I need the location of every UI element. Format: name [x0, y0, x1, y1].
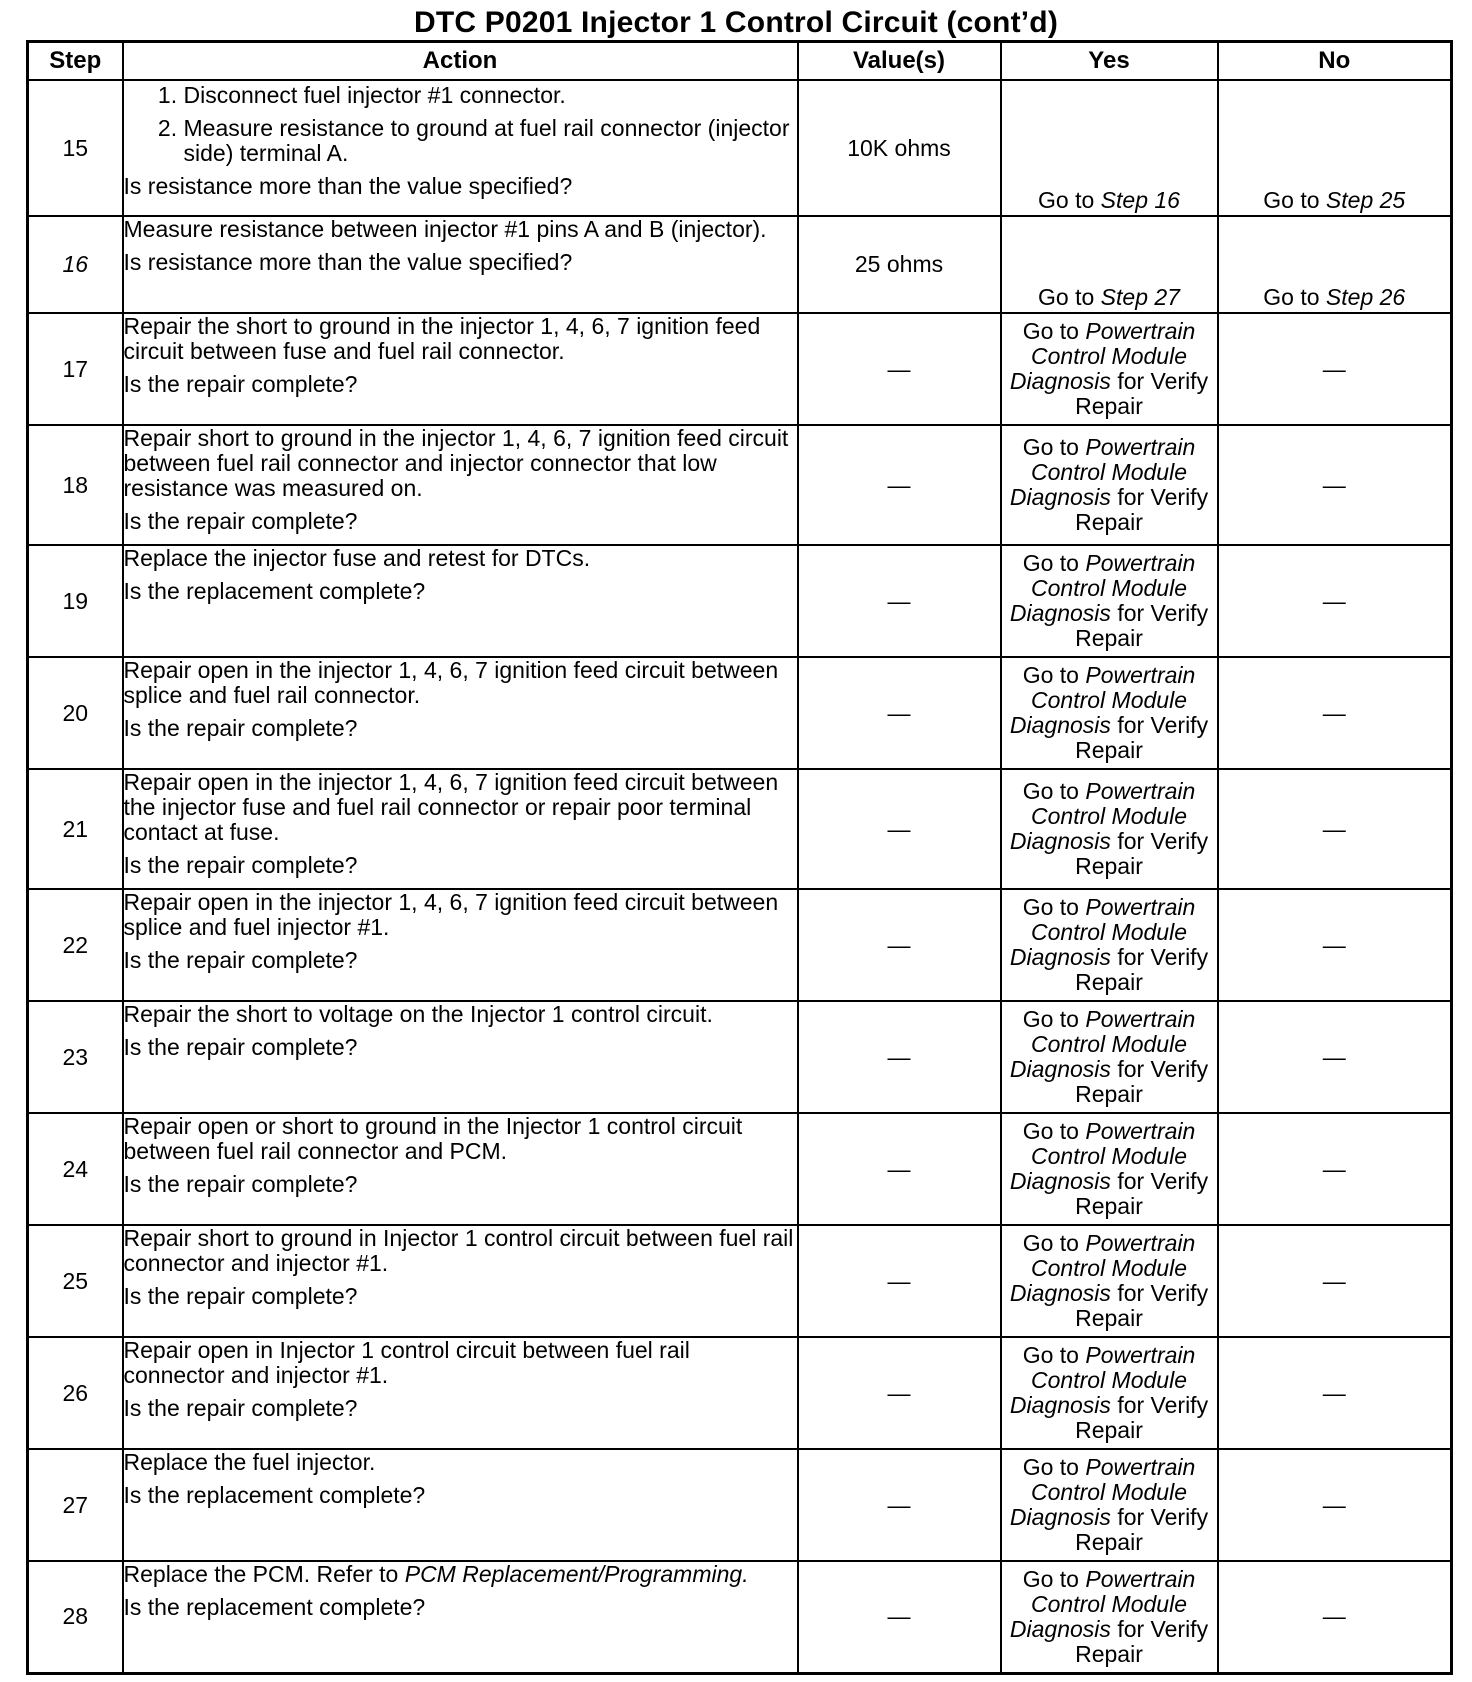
action-cell — [123, 216, 798, 313]
yes-cell — [1001, 657, 1218, 769]
verify-link[interactable]: Powertrain Control Module Diagnosis — [1009, 1006, 1196, 1082]
action-text — [124, 1562, 797, 1587]
value-cell: — — [798, 1113, 1001, 1225]
value-cell: — — [798, 425, 1001, 545]
go-to-text: Go to — [1022, 1118, 1079, 1144]
yes-cell — [1001, 425, 1218, 545]
no-cell: — — [1218, 889, 1452, 1001]
go-to-text: Go to — [1263, 284, 1320, 310]
action-cell — [123, 80, 798, 216]
action-question: Is the repair complete? — [123, 1395, 358, 1421]
value-cell: — — [798, 313, 1001, 425]
verify-link[interactable]: Powertrain Control Module Diagnosis — [1009, 778, 1196, 854]
table-row — [28, 657, 1452, 769]
no-cell: — — [1218, 1225, 1452, 1337]
go-to-text: Go to — [1022, 662, 1079, 688]
step-number: 17 — [28, 313, 123, 425]
go-to-text: Go to — [1038, 284, 1095, 310]
verify-link[interactable]: Powertrain Control Module Diagnosis — [1009, 318, 1196, 394]
no-cell: — — [1218, 1337, 1452, 1449]
verify-suffix: for Verify Repair — [1075, 1392, 1209, 1443]
action-cell — [123, 769, 798, 889]
go-to-text: Go to — [1022, 434, 1079, 460]
verify-suffix: for Verify Repair — [1075, 1280, 1209, 1331]
value-cell: — — [798, 889, 1001, 1001]
step-number: 16 — [28, 216, 123, 313]
step-link[interactable]: Step 16 — [1100, 187, 1180, 213]
no-cell — [1218, 216, 1452, 313]
no-cell — [1218, 80, 1452, 216]
go-to-text: Go to — [1022, 1006, 1079, 1032]
verify-suffix: for Verify Repair — [1075, 1504, 1209, 1555]
table-row — [28, 1561, 1452, 1673]
yes-cell — [1001, 769, 1218, 889]
verify-suffix: for Verify Repair — [1075, 484, 1209, 535]
table-row — [28, 1225, 1452, 1337]
step-number: 15 — [28, 80, 123, 216]
action-question: Is resistance more than the value specified? — [123, 173, 573, 199]
step-number: 24 — [28, 1113, 123, 1225]
verify-link[interactable]: Powertrain Control Module Diagnosis — [1009, 434, 1196, 510]
verify-suffix: for Verify Repair — [1075, 600, 1209, 651]
go-to-text: Go to — [1022, 1230, 1079, 1256]
action-text: Replace the injector fuse and retest for DTCs. — [123, 545, 591, 571]
go-to-text: Go to — [1022, 1565, 1079, 1592]
action-question: Is the repair complete? — [123, 371, 358, 397]
header-step: Step — [28, 42, 123, 81]
step-number: 28 — [28, 1561, 123, 1673]
action-text: Repair the short to ground in the injector 1, 4, 6, 7 ignition feed circuit between fuse and fuel rail connector. — [123, 313, 761, 364]
verify-suffix: for Verify Repair — [1075, 828, 1209, 879]
diagnostic-table — [26, 40, 1453, 1675]
yes-cell — [1001, 216, 1218, 313]
verify-link[interactable]: Powertrain Control Module Diagnosis — [1009, 1565, 1196, 1642]
yes-cell — [1001, 1001, 1218, 1113]
action-text: Repair short to ground in the injector 1, 4, 6, 7 ignition feed circuit between fuel rail connector and injector connector that low resistance was measured on. — [123, 425, 789, 501]
table-row — [28, 1113, 1452, 1225]
verify-suffix: for Verify Repair — [1075, 1615, 1209, 1667]
step-number: 25 — [28, 1225, 123, 1337]
verify-link[interactable]: Powertrain Control Module Diagnosis — [1009, 1118, 1196, 1194]
action-item: 1. Disconnect fuel injector #1 connector. — [184, 83, 797, 108]
verify-link[interactable]: Powertrain Control Module Diagnosis — [1009, 1342, 1196, 1418]
header-no: No — [1218, 42, 1452, 81]
action-question: Is resistance more than the value specified? — [123, 249, 573, 275]
action-text-prefix: Replace the PCM. Refer to — [123, 1561, 399, 1587]
value-cell: — — [798, 769, 1001, 889]
action-question: Is the replacement complete? — [123, 578, 426, 604]
step-number: 21 — [28, 769, 123, 889]
step-number: 23 — [28, 1001, 123, 1113]
header-action: Action — [123, 42, 798, 81]
value-cell: 10K ohms — [798, 80, 1001, 216]
verify-link[interactable]: Powertrain Control Module Diagnosis — [1009, 662, 1196, 738]
verify-link[interactable]: Powertrain Control Module Diagnosis — [1009, 1454, 1196, 1530]
action-cell — [123, 1001, 798, 1113]
go-to-text: Go to — [1022, 1342, 1079, 1368]
yes-cell — [1001, 889, 1218, 1001]
verify-suffix: for Verify Repair — [1075, 368, 1209, 419]
action-cell — [123, 1113, 798, 1225]
step-number: 22 — [28, 889, 123, 1001]
table-row — [28, 1337, 1452, 1449]
yes-cell — [1001, 80, 1218, 216]
verify-link[interactable]: Powertrain Control Module Diagnosis — [1009, 550, 1196, 626]
value-cell: — — [798, 1001, 1001, 1113]
header-yes: Yes — [1001, 42, 1218, 81]
action-question: Is the repair complete? — [123, 715, 358, 741]
table-header-row — [28, 42, 1452, 81]
table-row — [28, 216, 1452, 313]
go-to-text: Go to — [1263, 187, 1320, 213]
no-cell: — — [1218, 1113, 1452, 1225]
action-cell — [123, 657, 798, 769]
table-row — [28, 1001, 1452, 1113]
action-question: Is the repair complete? — [123, 508, 358, 534]
yes-cell — [1001, 313, 1218, 425]
no-cell: — — [1218, 769, 1452, 889]
value-cell: — — [798, 657, 1001, 769]
go-to-text: Go to — [1022, 778, 1079, 804]
action-text: Measure resistance between injector #1 pins A and B (injector). — [123, 216, 767, 242]
step-link[interactable]: Step 26 — [1325, 284, 1406, 310]
action-question: Is the repair complete? — [123, 852, 358, 878]
no-cell: — — [1218, 1001, 1452, 1113]
yes-cell — [1001, 1449, 1218, 1561]
step-link[interactable]: Step 27 — [1100, 284, 1180, 310]
verify-suffix: for Verify Repair — [1075, 1168, 1209, 1219]
go-to-text: Go to — [1038, 187, 1095, 213]
go-to-text: Go to — [1022, 550, 1079, 576]
value-cell: — — [798, 1225, 1001, 1337]
value-cell: — — [798, 1449, 1001, 1561]
table-row — [28, 889, 1452, 1001]
no-cell: — — [1218, 545, 1452, 657]
no-cell: — — [1218, 425, 1452, 545]
step-number: 20 — [28, 657, 123, 769]
table-row — [28, 80, 1452, 216]
verify-link[interactable]: Powertrain Control Module Diagnosis — [1009, 894, 1196, 970]
step-number: 27 — [28, 1449, 123, 1561]
action-cell — [123, 1337, 798, 1449]
verify-link[interactable]: Powertrain Control Module Diagnosis — [1009, 1230, 1196, 1306]
action-text: Repair short to ground in Injector 1 control circuit between fuel rail connector and injector #1. — [123, 1225, 794, 1276]
action-question: Is the repair complete? — [123, 1283, 358, 1309]
action-cell — [123, 1561, 798, 1673]
page-title: DTC P0201 Injector 1 Control Circuit (cont’d) — [413, 6, 1059, 39]
action-cell — [123, 1449, 798, 1561]
action-question: Is the replacement complete? — [123, 1594, 426, 1620]
no-cell: — — [1218, 657, 1452, 769]
action-question: Is the repair complete? — [123, 1034, 358, 1060]
action-cell — [123, 889, 798, 1001]
header-values: Value(s) — [798, 42, 1001, 81]
yes-cell — [1001, 1561, 1218, 1673]
no-cell: — — [1218, 313, 1452, 425]
go-to-text: Go to — [1022, 318, 1079, 344]
action-question: Is the replacement complete? — [123, 1482, 426, 1508]
action-text: Repair open or short to ground in the Injector 1 control circuit between fuel rail connector and PCM. — [123, 1113, 743, 1164]
step-number: 26 — [28, 1337, 123, 1449]
table-row — [28, 425, 1452, 545]
go-to-text: Go to — [1022, 1454, 1079, 1480]
action-cell — [123, 313, 798, 425]
value-cell: — — [798, 1561, 1001, 1673]
table-row — [28, 769, 1452, 889]
value-cell: — — [798, 1337, 1001, 1449]
value-cell: — — [798, 545, 1001, 657]
value-cell: 25 ohms — [798, 216, 1001, 313]
action-text: Repair open in the injector 1, 4, 6, 7 ignition feed circuit between splice and fuel rail connector. — [123, 657, 779, 708]
step-number: 19 — [28, 545, 123, 657]
table-row — [28, 1449, 1452, 1561]
action-cell — [123, 545, 798, 657]
no-cell: — — [1218, 1449, 1452, 1561]
yes-cell — [1001, 1337, 1218, 1449]
step-number: 18 — [28, 425, 123, 545]
action-item: 2. Measure resistance to ground at fuel rail connector (injector side) terminal A. — [184, 116, 797, 166]
action-text: Replace the fuel injector. — [123, 1449, 376, 1475]
action-text: Repair open in Injector 1 control circuit between fuel rail connector and injector #1. — [123, 1337, 690, 1388]
action-cell — [123, 1225, 798, 1337]
action-text: Repair the short to voltage on the Injector 1 control circuit. — [123, 1001, 713, 1027]
action-question: Is the repair complete? — [123, 1171, 358, 1197]
verify-suffix: for Verify Repair — [1075, 1056, 1209, 1107]
action-question: Is the repair complete? — [123, 947, 358, 973]
no-cell: — — [1218, 1561, 1452, 1673]
table-row — [28, 545, 1452, 657]
action-text: Repair open in the injector 1, 4, 6, 7 ignition feed circuit between the injector fuse and fuel rail connector or repair poor terminal contact at fuse. — [123, 769, 779, 845]
pcm-replacement-link[interactable]: PCM Replacement/Programming. — [404, 1561, 749, 1587]
action-text: Repair open in the injector 1, 4, 6, 7 ignition feed circuit between splice and fuel injector #1. — [123, 889, 779, 940]
yes-cell — [1001, 545, 1218, 657]
action-cell — [123, 425, 798, 545]
table-row — [28, 313, 1452, 425]
yes-cell — [1001, 1225, 1218, 1337]
go-to-text: Go to — [1022, 894, 1079, 920]
yes-cell — [1001, 1113, 1218, 1225]
verify-suffix: for Verify Repair — [1075, 944, 1209, 995]
step-link[interactable]: Step 25 — [1325, 187, 1406, 213]
verify-suffix: for Verify Repair — [1075, 712, 1209, 763]
